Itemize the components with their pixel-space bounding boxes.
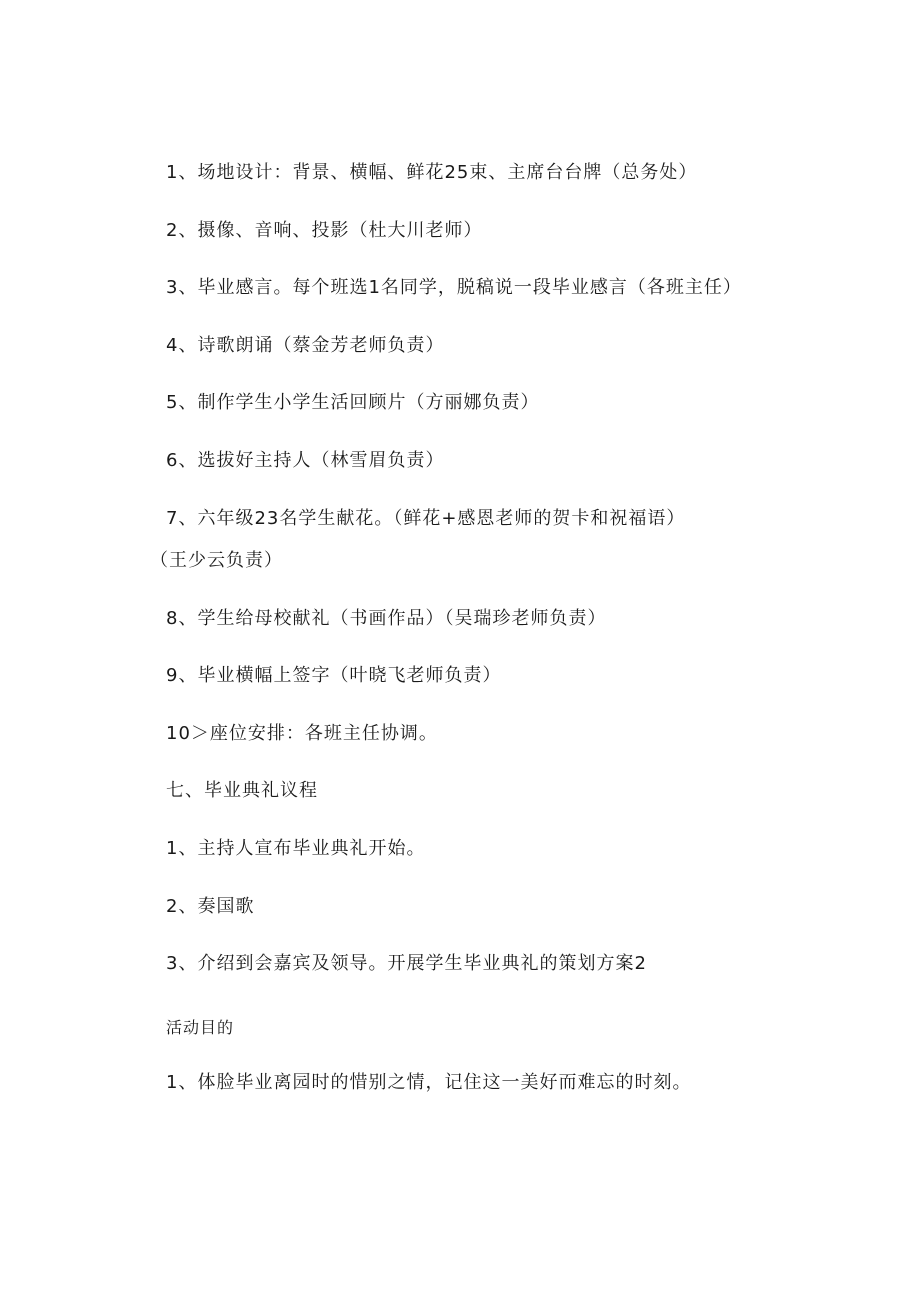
text-line-continuation: （王少云负责） bbox=[150, 550, 283, 571]
text-line: 3、介绍到会嘉宾及领导。开展学生毕业典礼的策划方案2 bbox=[166, 953, 647, 974]
section-heading: 七、毕业典礼议程 bbox=[166, 780, 318, 801]
text-line: 6、选拔好主持人（林雪眉负责） bbox=[166, 450, 445, 471]
subheading: 活动目的 bbox=[166, 1018, 235, 1037]
text-line: 3、毕业感言。每个班选1名同学，脱稿说一段毕业感言（各班主任） bbox=[166, 277, 742, 298]
text-line: 4、诗歌朗诵（蔡金芳老师负责） bbox=[166, 335, 445, 356]
text-line: 10＞座位安排：各班主任协调。 bbox=[166, 723, 438, 744]
text-line: 9、毕业横幅上签字（叶晓飞老师负责） bbox=[166, 665, 502, 686]
text-line: 2、奏国歌 bbox=[166, 896, 255, 917]
text-line: 2、摄像、音响、投影（杜大川老师） bbox=[166, 220, 483, 241]
text-line: 8、学生给母校献礼（书画作品）（吴瑞珍老师负责） bbox=[166, 608, 607, 629]
text-line: 7、六年级23名学生献花。（鲜花+感恩老师的贺卡和祝福语） bbox=[166, 508, 686, 529]
text-line: 1、体脸毕业离园时的惜别之情，记住这一美好而难忘的时刻。 bbox=[166, 1072, 692, 1093]
text-line: 5、制作学生小学生活回顾片（方丽娜负责） bbox=[166, 392, 540, 413]
text-line: 1、场地设计：背景、横幅、鲜花25束、主席台台牌（总务处） bbox=[166, 162, 698, 183]
text-line: 1、主持人宣布毕业典礼开始。 bbox=[166, 838, 426, 859]
